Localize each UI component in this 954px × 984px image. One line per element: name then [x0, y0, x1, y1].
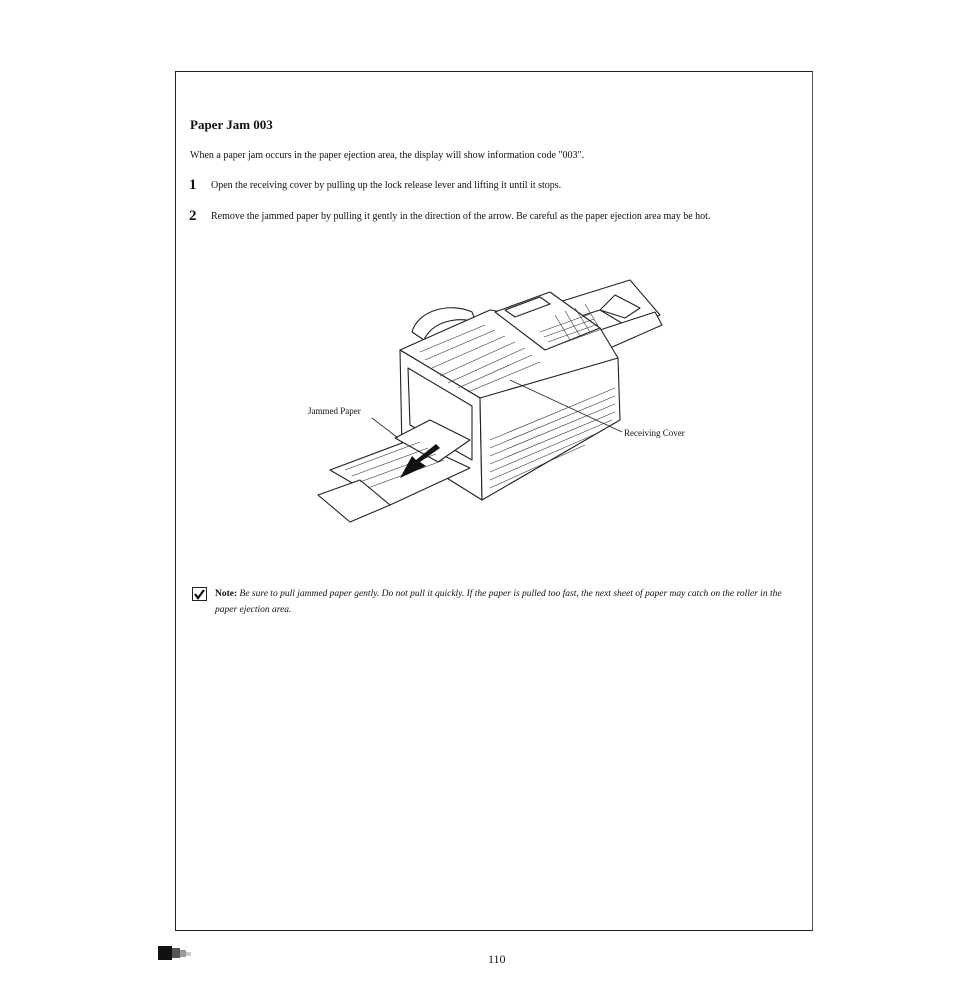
step-1 [189, 177, 561, 194]
fax-machine-drawing [300, 270, 700, 540]
step-number: 1 [189, 177, 197, 193]
note-body: Be sure to pull jammed paper gently. Do not pull it quickly. If the paper is pulled too fast, the next sheet of paper may catch on the roller in the paper ejection area. [215, 589, 782, 615]
jammed-paper-label: Jammed Paper [308, 406, 361, 416]
note-text [215, 586, 804, 618]
step-2 [189, 208, 710, 225]
intro-text: When a paper jam occurs in the paper ejection area, the display will show information code "003". [190, 150, 585, 161]
checkmark-icon [192, 587, 207, 601]
scan-artifact-icon [158, 944, 196, 962]
page-number: 110 [488, 952, 506, 966]
fax-machine-illustration [300, 270, 700, 540]
receiving-cover-label: Receiving Cover [624, 428, 685, 438]
jammed-paper-leader [372, 418, 398, 438]
step-text: Open the receiving cover by pulling up the lock release lever and lifting it until it stops. [211, 180, 562, 191]
note-lead: Note: [215, 589, 238, 599]
note-block [192, 586, 804, 618]
step-text: Remove the jammed paper by pulling it gently in the direction of the arrow. Be careful as the paper ejection area may be hot. [211, 211, 711, 222]
section-title: Paper Jam 003 [190, 117, 273, 132]
step-number: 2 [189, 208, 197, 224]
